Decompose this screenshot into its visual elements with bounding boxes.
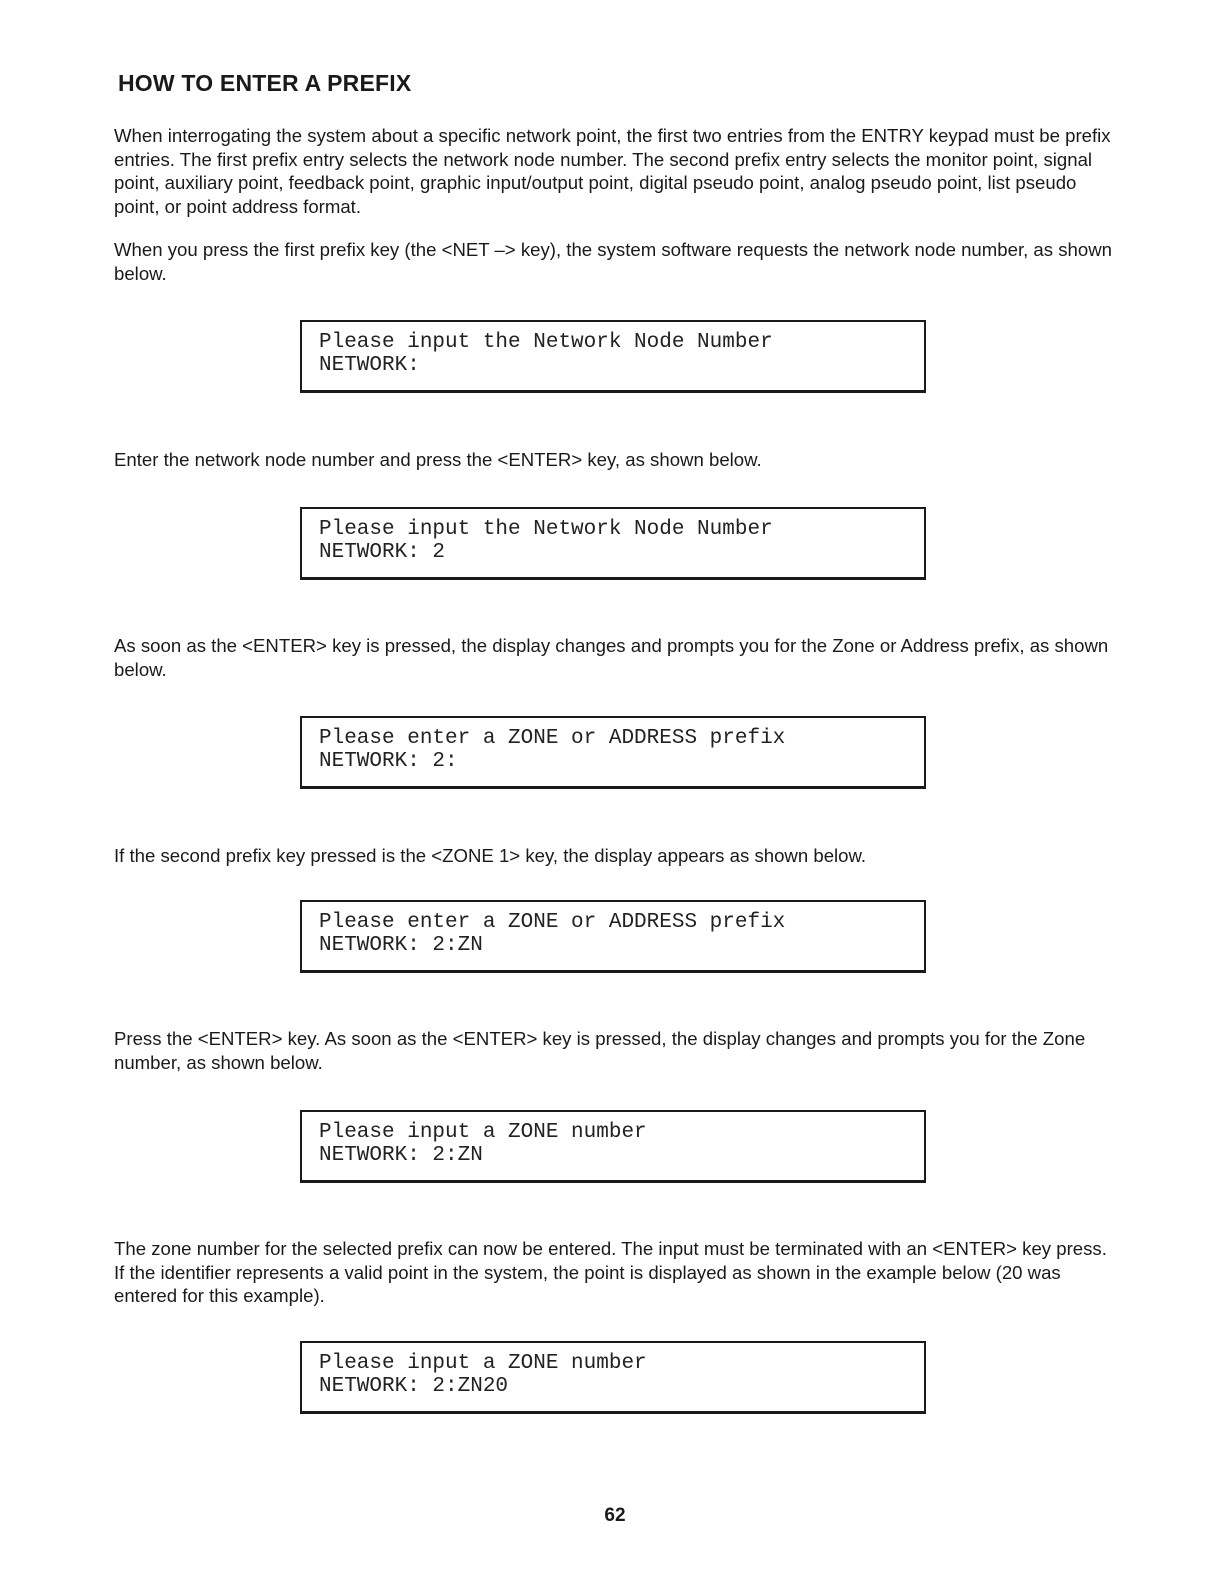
display-line-1: Please input a ZONE number [319,1352,647,1375]
display-line-1: Please input a ZONE number [319,1121,647,1144]
display-screen-5 [300,1110,926,1183]
display-line-1: Please enter a ZONE or ADDRESS prefix [319,911,786,934]
zone-prompt-paragraph: As soon as the <ENTER> key is pressed, the display changes and prompts you for the Zone or Address prefix, as shown below. [114,635,1109,680]
display-line-2: NETWORK: 2:ZN [319,934,483,957]
display-line-1: Please input the Network Node Number [319,331,773,354]
intro-paragraph: When interrogating the system about a specific network point, the first two entries from the ENTRY keypad must be prefix entries. The first prefix entry selects the network node number. The second prefix entry selects the monitor point, signal point, auxiliary point, feedback point, graphic input/output point, digital pseudo point, analog pseudo point, list pseudo point, or point address format. [114,125,1111,217]
display-line-2: NETWORK: [319,354,420,377]
enter-node-paragraph: Enter the network node number and press the <ENTER> key, as shown below. [114,449,762,470]
display-screen-6 [300,1341,926,1414]
zone-number-paragraph: The zone number for the selected prefix can now be entered. The input must be terminated with an <ENTER> key press. If the identifier represents a valid point in the system, the point is displayed as shown in the example below (20 was entered for this example). [114,1238,1107,1306]
display-line-2: NETWORK: 2 [319,541,446,564]
display-line-2: NETWORK: 2: [319,750,458,773]
display-line-2: NETWORK: 2:ZN20 [319,1375,509,1398]
display-screen-2 [300,507,926,580]
display-screen-4 [300,900,926,973]
page-title: HOW TO ENTER A PREFIX [118,70,412,96]
display-line-2: NETWORK: 2:ZN [319,1144,483,1167]
display-screen-1 [300,320,926,393]
display-screen-3 [300,716,926,789]
press-enter-paragraph: Press the <ENTER> key. As soon as the <ENTER> key is pressed, the display changes and prompts you for the Zone number, as shown below. [114,1028,1086,1073]
zone1-key-paragraph: If the second prefix key pressed is the <ZONE 1> key, the display appears as shown below. [114,845,867,866]
display-line-1: Please enter a ZONE or ADDRESS prefix [319,727,786,750]
net-key-paragraph: When you press the first prefix key (the <NET –> key), the system software requests the network node number, as shown below. [114,239,1112,284]
display-line-1: Please input the Network Node Number [319,518,773,541]
page-number: 62 [604,1505,626,1526]
